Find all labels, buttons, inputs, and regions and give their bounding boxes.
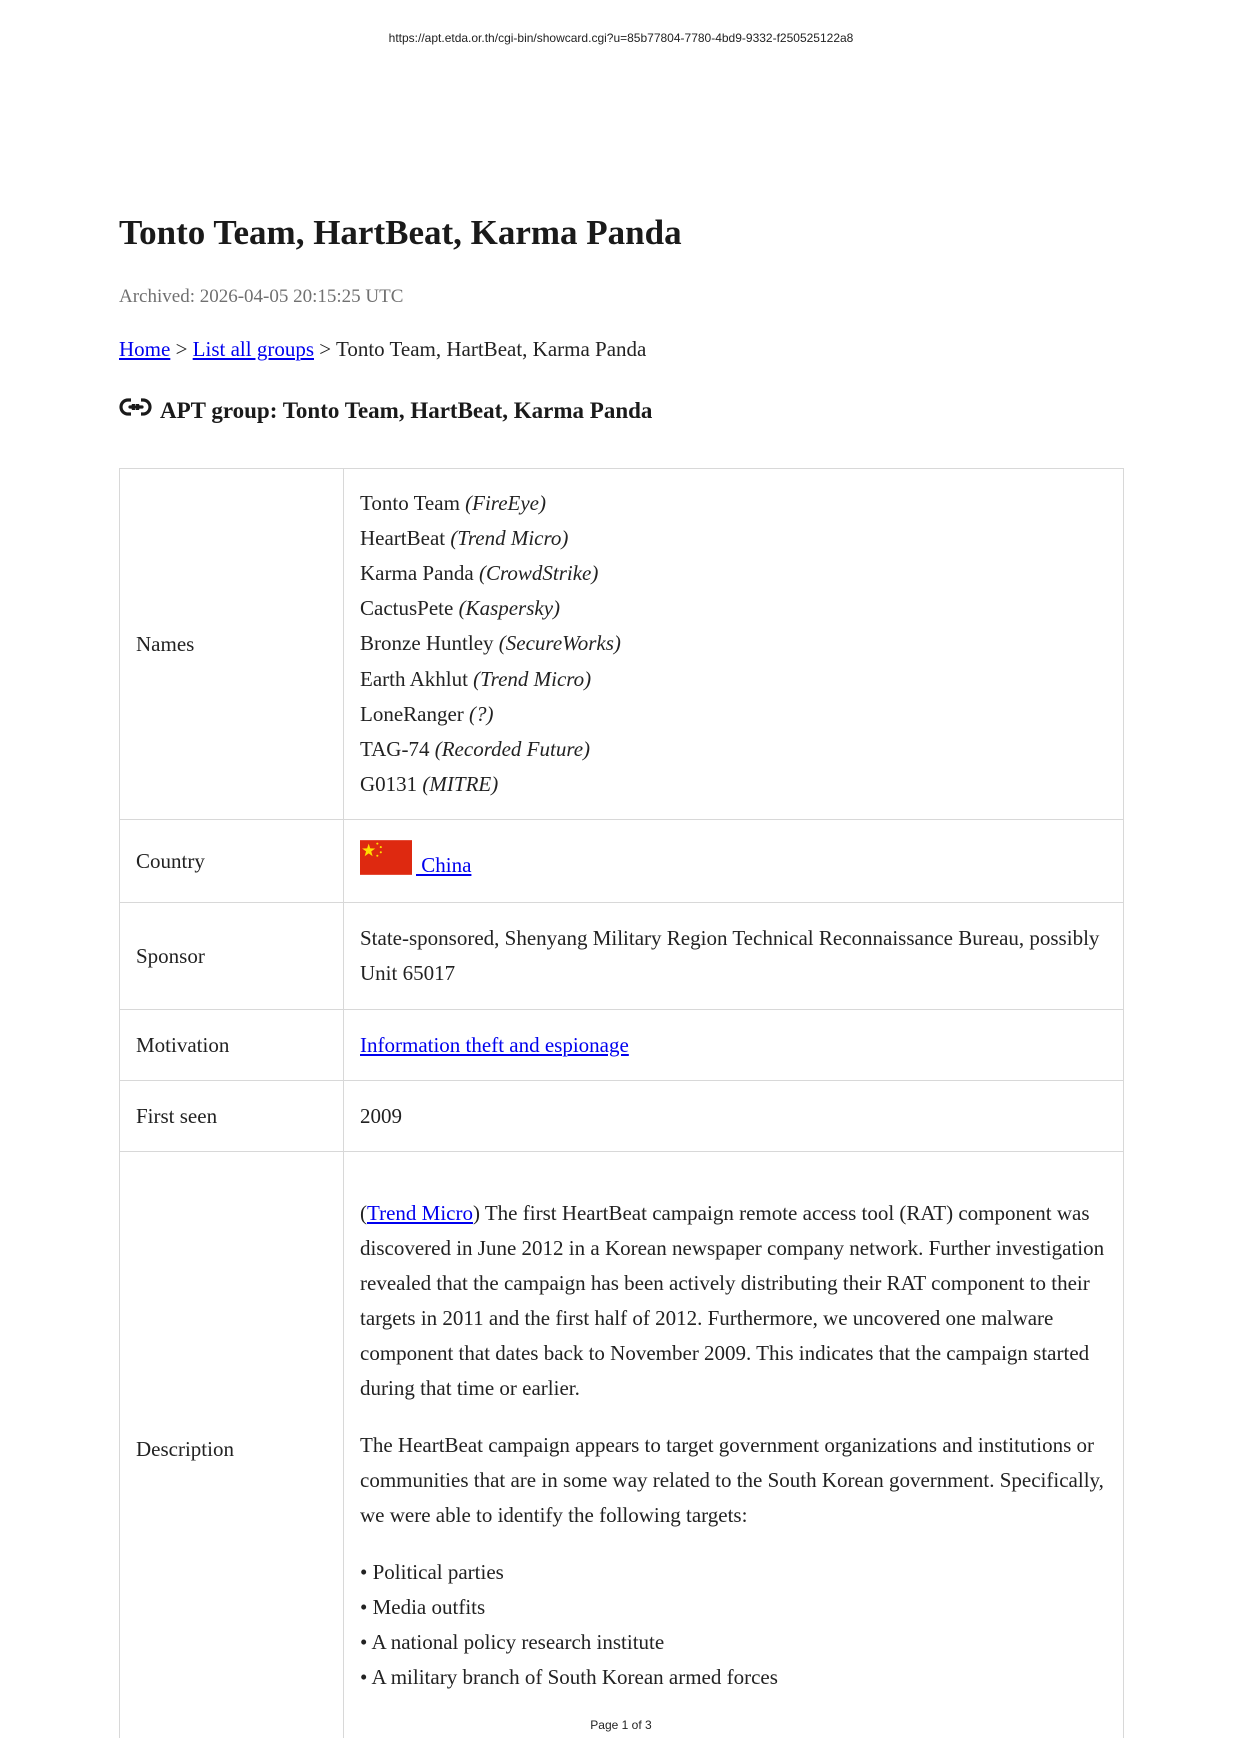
table-row [120, 1152, 1124, 1739]
description-label: Description [120, 1152, 344, 1739]
list-item: • Political parties [360, 1555, 1107, 1590]
motivation-label: Motivation [120, 1010, 344, 1081]
breadcrumb [119, 337, 646, 362]
first-seen-value: 2009 [344, 1081, 1124, 1152]
list-item: TAG-74 (Recorded Future) [360, 737, 591, 761]
table-row [120, 469, 1124, 820]
targets-list [360, 1555, 1107, 1695]
country-value [344, 820, 1124, 903]
breadcrumb-separator: > [170, 337, 193, 361]
section-heading-text: APT group: Tonto Team, HartBeat, Karma Panda [160, 398, 653, 423]
china-flag-icon[interactable] [360, 840, 412, 875]
page-number-footer: Page 1 of 3 [590, 1718, 652, 1732]
country-name[interactable]: China [416, 852, 472, 877]
list-item: • A national policy research institute [360, 1625, 1107, 1660]
link-icon[interactable] [119, 397, 153, 419]
table-row [120, 903, 1124, 1010]
section-heading [119, 398, 652, 424]
list-item: • A military branch of South Korean armed forces [360, 1660, 1107, 1695]
page-url-header: https://apt.etda.or.th/cgi-bin/showcard.cgi?u=85b77804-7780-4bd9-9332-f250525122a8 [388, 31, 854, 45]
list-item: • Media outfits [360, 1590, 1107, 1625]
breadcrumb-separator: > [314, 337, 336, 361]
names-label: Names [120, 469, 344, 820]
trend-micro-source-link[interactable]: Trend Micro [367, 1200, 473, 1225]
country-link[interactable] [360, 853, 471, 877]
motivation-value [344, 1010, 1124, 1081]
breadcrumb-list-groups-link[interactable]: List all groups [192, 337, 314, 361]
first-seen-label: First seen [120, 1081, 344, 1152]
list-item: LoneRanger (?) [360, 701, 494, 726]
page-title: Tonto Team, HartBeat, Karma Panda [119, 213, 682, 252]
motivation-link[interactable]: Information theft and espionage [360, 1032, 629, 1057]
archived-timestamp: Archived: 2026-04-05 20:15:25 UTC [119, 286, 404, 307]
list-item: Tonto Team (FireEye) [360, 490, 546, 515]
breadcrumb-current: Tonto Team, HartBeat, Karma Panda [335, 337, 647, 361]
list-item: CactusPete (Kaspersky) [360, 596, 561, 621]
table-row [120, 1081, 1124, 1152]
apt-group-card-table [119, 468, 1124, 1738]
list-item: HeartBeat (Trend Micro) [360, 525, 569, 550]
description-paragraph: (Trend Micro) The first HeartBeat campaign remote access tool (RAT) component was discovered in June 2012 in a Korean newspaper company network. Further investigation revealed that the campaign has been actively distributing their RAT component to their targets in 2011 and the first half of 2012. Furthermore, we uncovered one malware component that dates back to November 2009. This indicates that the campaign started during that time or earlier. [360, 1200, 1105, 1400]
list-item: Karma Panda (CrowdStrike) [360, 560, 599, 585]
description-value [344, 1152, 1124, 1739]
table-row [120, 820, 1124, 903]
table-row [120, 1010, 1124, 1081]
breadcrumb-home-link[interactable]: Home [119, 337, 171, 361]
country-label: Country [120, 820, 344, 903]
sponsor-label: Sponsor [120, 903, 344, 1010]
names-list [344, 469, 1124, 820]
description-paragraph: The HeartBeat campaign appears to target government organizations and institutions or communities that are in some way related to the South Korean government. Specifically, we were able to identify the following targets: [360, 1432, 1104, 1527]
sponsor-value: State-sponsored, Shenyang Military Region Technical Reconnaissance Bureau, possibly Unit 65017 [344, 903, 1124, 1010]
list-item: G0131 (MITRE) [360, 772, 499, 797]
list-item: Earth Akhlut (Trend Micro) [360, 666, 592, 691]
list-item: Bronze Huntley (SecureWorks) [360, 631, 621, 656]
